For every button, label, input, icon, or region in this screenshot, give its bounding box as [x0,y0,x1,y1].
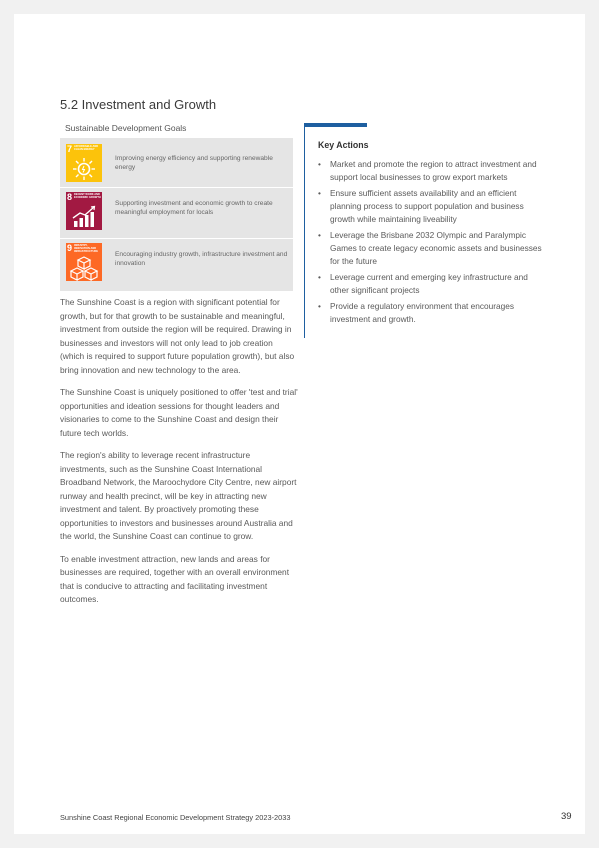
key-actions-title: Key Actions [318,140,369,150]
sdg-tile-9 [66,243,102,281]
sdg-label: DECENT WORK AND ECONOMIC GROWTH [74,193,101,199]
key-action-text: Ensure sufficient assets availability and an efficient planning process to support population and business growth while maintaining liveability [330,188,524,224]
paragraph: The region's ability to leverage recent infrastructure investments, such as the Sunshine Coast International Broadband Network, the Maroochydore City Centre, new airport runway and health precinct, will be key in attracting new investment and talent. By proactively promoting these opportunities to investors and businesses around Australia and the world, the Sunshine Coast can continue to grow. [60,450,297,541]
growth-chart-icon [66,204,102,230]
stacked-cubes-icon [66,255,102,281]
sdg-number: 7 [67,144,73,154]
page-number: 39 [561,811,572,822]
key-action-text: Market and promote the region to attract investment and support local businesses to grow export markets [330,159,537,182]
sdg-goal-text: Encouraging industry growth, infrastructure investment and innovation [115,251,288,267]
key-action-text: Provide a regulatory environment that encourages investment and growth. [330,301,515,324]
bullet: • [318,272,321,282]
sdg-number: 9 [67,243,73,253]
sdg-goal-8 [60,187,293,236]
list-item [318,187,546,226]
key-actions-accent-bar [305,123,367,127]
key-actions-list [318,158,546,329]
sdg-label: INDUSTRY, INNOVATION AND INFRASTRUCTURE [74,244,98,253]
sdg-label: AFFORDABLE AND CLEAN ENERGY [74,145,99,151]
body-text [60,296,298,616]
footer-title: Sunshine Coast Regional Economic Development Strategy 2023-2033 [60,813,291,822]
bullet: • [318,159,321,169]
sun-power-icon [66,156,102,182]
sdg-goal-text: Supporting investment and economic growth to create meaningful employment for locals [115,200,273,216]
sdg-title: Sustainable Development Goals [65,123,187,133]
list-item [318,271,546,297]
sdg-panel [60,138,293,291]
bullet: • [318,188,321,198]
key-action-text: Leverage current and emerging key infrastructure and other significant projects [330,272,528,295]
sdg-goal-text: Improving energy efficiency and supporting renewable energy [115,155,273,171]
key-action-text: Leverage the Brisbane 2032 Olympic and Paralympic Games to create legacy economic assets and businesses for the future [330,230,542,266]
bullet: • [318,301,321,311]
sdg-goal-7 [60,140,293,188]
bullet: • [318,230,321,240]
list-item [318,229,546,268]
section-heading: 5.2 Investment and Growth [60,97,217,112]
sdg-number: 8 [67,192,73,202]
sdg-tile-7 [66,144,102,182]
list-item [318,158,546,184]
paragraph: To enable investment attraction, new lands and areas for businesses are required, together with an overall environment that is conducive to attracting and facilitating investment outcomes. [60,553,290,604]
paragraph: The Sunshine Coast is a region with significant potential for growth, but for that growth to be sustainable and meaningful, investment from outside the region will be required. Drawing in businesses and investors will not only lead to job creation (which is required to support future population growth), but also bring innovation and new technology to the area. [60,297,295,375]
sdg-goal-9 [60,238,293,287]
list-item [318,300,546,326]
sdg-tile-8 [66,192,102,230]
paragraph: The Sunshine Coast is uniquely positioned to offer 'test and trial' opportunities and ideation sessions for thought leaders and visionaries to come to the Sunshine Coast and design their future tech worlds. [60,387,298,438]
